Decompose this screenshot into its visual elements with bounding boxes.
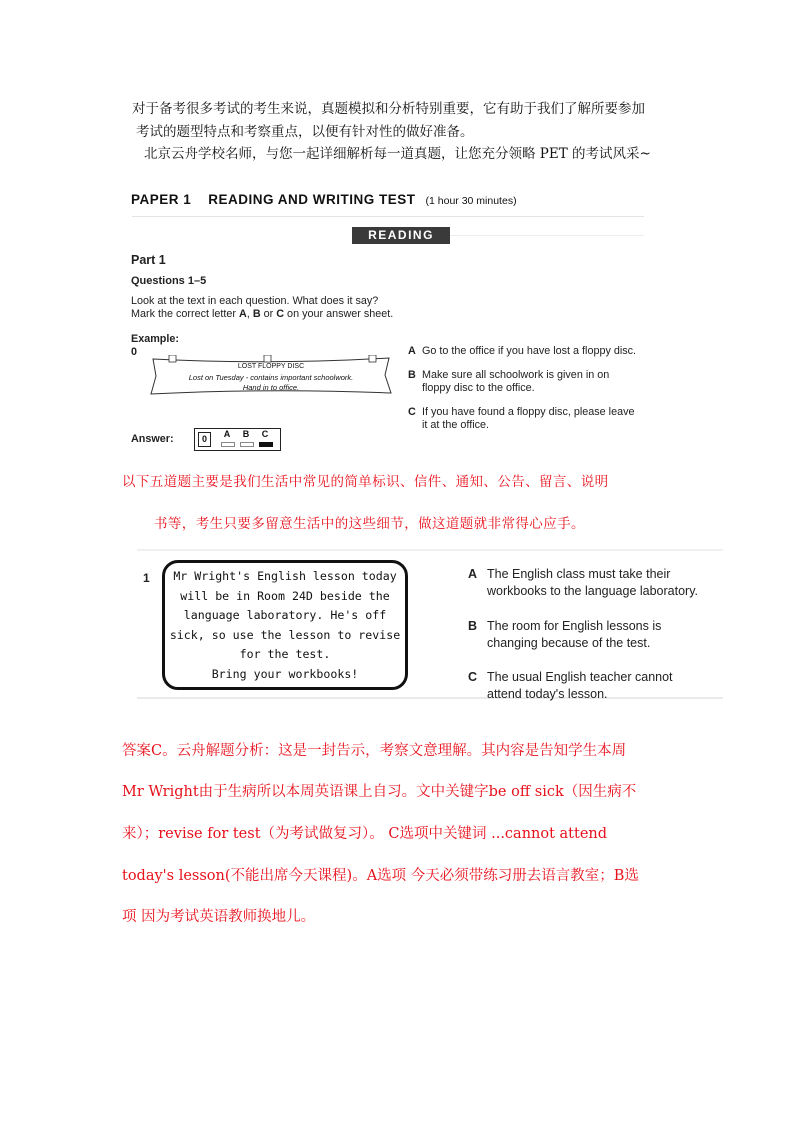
example-label: Example:: [131, 333, 180, 345]
option-letter: B: [408, 369, 416, 381]
answer-bubble-b: [240, 442, 254, 447]
answer-label: Answer:: [131, 433, 174, 445]
option-letter: C: [468, 670, 478, 684]
option-text: If you have found a floppy disc, please leave: [422, 406, 635, 418]
answer-letter-c: C: [261, 429, 269, 439]
option-letter: A: [408, 345, 416, 357]
example-option-a: [408, 345, 636, 357]
question-1-notice: [162, 560, 408, 690]
option-text: The room for English lessons is: [487, 619, 662, 633]
option-text: Make sure all schoolwork is given in on: [422, 369, 610, 381]
reading-banner: READING: [352, 227, 450, 244]
example-option-c: [408, 406, 634, 432]
paper-title-text: PAPER 1 READING AND WRITING TEST: [131, 192, 416, 207]
notice-title: LOST FLOPPY DISC: [237, 363, 305, 370]
option-text-line-2: it at the office.: [422, 419, 490, 431]
option-text: Go to the office if you have lost a floppy disc.: [422, 345, 637, 357]
question-1-option-c: [468, 669, 673, 703]
pin-icon: [369, 355, 376, 362]
intro-line-3: 北京云舟学校名师，与您一起详细解析每一道真题，让您充分领略 PET 的考试风采~: [144, 146, 651, 162]
answer-bubble-a: [221, 442, 235, 447]
notice-line: for the test.: [239, 647, 331, 661]
question-1-option-b: [468, 618, 661, 652]
pin-icon: [264, 355, 271, 362]
instruction-line-1: Look at the text in each question. What does it say?: [131, 295, 379, 307]
option-text-line-2: changing because of the test.: [487, 636, 651, 650]
banner-rule: [450, 235, 644, 236]
notice-line: Bring your workbooks!: [211, 666, 359, 681]
answer-letter-b: B: [242, 429, 250, 439]
notice-line: sick, so use the lesson to revise: [169, 627, 401, 642]
paper-title: [131, 192, 517, 207]
notice-line: Mr Wright's English lesson today: [173, 569, 397, 583]
questions-heading: Questions 1–5: [131, 275, 207, 287]
example-notice: [147, 355, 395, 397]
option-letter: A: [468, 567, 478, 581]
option-text: The English class must take their: [487, 567, 671, 581]
option-text-line-2: attend today's lesson.: [487, 687, 608, 701]
part-heading: Part 1: [131, 253, 166, 267]
instruction-line-2: Mark the correct letter A, B or C on your answer sheet.: [131, 308, 394, 320]
example-number: 0: [131, 346, 138, 358]
note-line-2: 书等，考生只要多留意生活中的这些细节，做这道题就非常得心应手。: [154, 516, 585, 532]
answer-letter-a: A: [223, 429, 231, 439]
notice-text: [165, 567, 405, 684]
option-text-line-2: workbooks to the language laboratory.: [487, 584, 699, 598]
answer-bubble-c-filled: [259, 442, 273, 447]
intro-line-2: 考试的题型特点和考察重点，以便有针对性的做好准备。: [136, 124, 474, 140]
answer-number: 0: [198, 432, 211, 447]
notice-line-1: Lost on Tuesday - contains important schoolwork.: [188, 373, 354, 382]
question-1-option-a: [468, 566, 698, 600]
analysis-line-1: 答案C。云舟解题分析：这是一封告示，考察文意理解。其内容是告知学生本周: [122, 743, 627, 759]
option-letter: B: [468, 619, 478, 633]
notice-line: will be in Room 24D beside the: [180, 588, 390, 603]
pin-icon: [169, 355, 176, 362]
option-letter: C: [408, 406, 416, 418]
note-line-1: 以下五道题主要是我们生活中常见的简单标识、信件、通知、公告、留言、说明: [122, 474, 609, 490]
example-option-b: [408, 369, 609, 395]
option-text-line-2: floppy disc to the office.: [422, 382, 535, 394]
question-top-rule: [137, 549, 723, 551]
paper-duration: (1 hour 30 minutes): [425, 195, 517, 207]
answer-box: [194, 428, 281, 451]
notice-line-2: Hand in to office.: [242, 383, 300, 392]
analysis-line-4: today's lesson(不能出席今天课程)。A选项 今天必须带练习册去语言教室；B选: [122, 868, 639, 884]
intro-line-1: 对于备考很多考试的考生来说，真题模拟和分析特别重要，它有助于我们了解所要参加: [132, 101, 645, 117]
analysis-line-3: 来）；revise for test（为考试做复习）。 C选项中关键词 ...cannot attend: [122, 826, 608, 842]
question-1-number: 1: [143, 571, 150, 585]
analysis-line-2: Mr Wright由于生病所以本周英语课上自习。文中关键字be off sick（因生病不: [122, 784, 637, 800]
paper-rule: [132, 216, 644, 217]
notice-line: language laboratory. He's off: [183, 608, 387, 622]
analysis-line-5: 项 因为考试英语教师换地儿。: [122, 909, 316, 925]
option-text: The usual English teacher cannot: [487, 670, 673, 684]
